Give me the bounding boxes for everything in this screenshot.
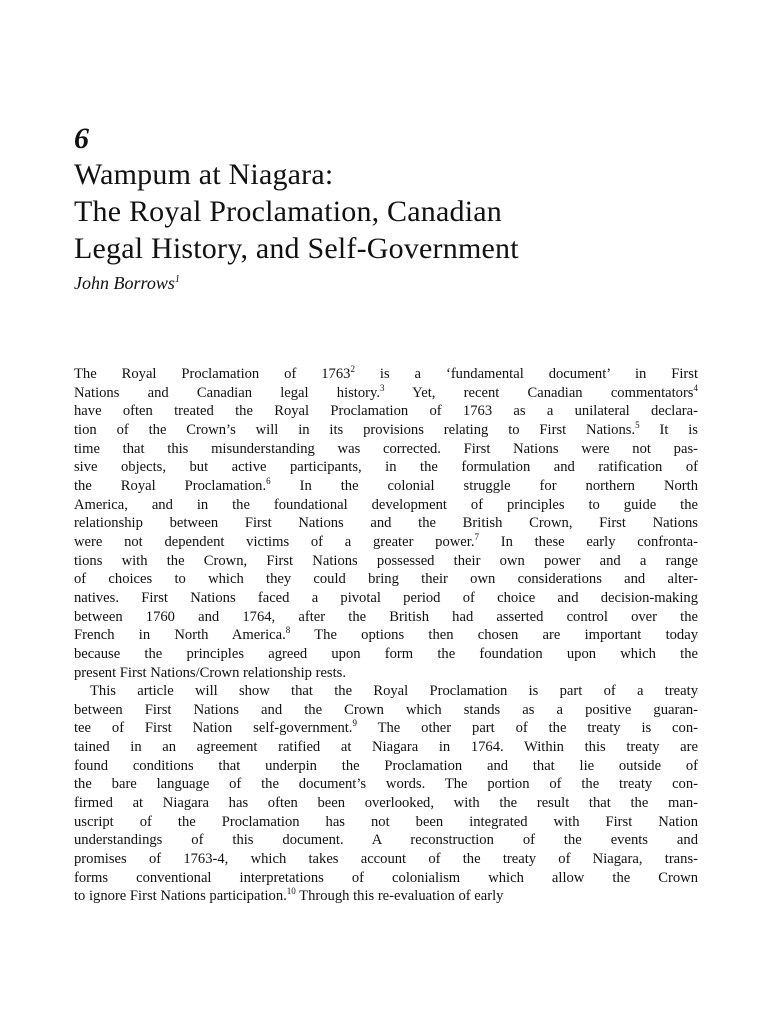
text-line: to ignore First Nations participation.$^{10}$ Through this re-evaluation of early	[74, 886, 504, 905]
footnote-marker[interactable]: 5	[635, 420, 640, 431]
text-line: because the principles agreed upon form the foundation upon which the	[74, 645, 698, 662]
footnote-marker[interactable]: 10	[286, 886, 296, 897]
text-line: between First Nations and the Crown which stands as a positive guaran-	[74, 701, 698, 718]
text-line: time that this misunderstanding was corrected. First Nations were not pas-	[74, 440, 698, 457]
text-line: tions with the Crown, First Nations possessed their own power and a range	[74, 552, 698, 569]
footnote-marker[interactable]: 7	[474, 532, 479, 543]
text-line: forms conventional interpretations of colonialism which allow the Crown	[74, 869, 698, 886]
text-line: sive objects, but active participants, in the formulation and ratification of	[74, 459, 698, 476]
author-name-text: John Borrows	[74, 273, 175, 293]
text-line: tained in an agreement ratified at Niagara in 1764. Within this treaty are	[74, 739, 698, 756]
text-line: between 1760 and 1764, after the British had asserted control over the	[74, 608, 698, 625]
text-line: relationship between First Nations and the British Crown, First Nations	[74, 515, 698, 532]
footnote-marker[interactable]: 9	[352, 718, 357, 729]
paragraph	[74, 365, 698, 682]
author-name	[74, 272, 698, 294]
footnote-marker[interactable]: 3	[380, 382, 385, 393]
text-line: tee of First Nation self-government.$^9$ The other part of the treaty is con-	[74, 718, 698, 737]
text-line: America, and in the foundational development of principles to guide the	[74, 496, 698, 513]
text-line: Nations and Canadian legal history.$^3$ Yet, recent Canadian commentators$^4$	[74, 382, 698, 401]
text-line: tion of the Crown’s will in its provisions relating to First Nations.$^5$ It is	[74, 420, 698, 438]
footnote-marker[interactable]: 2	[350, 364, 355, 375]
paragraph	[74, 682, 698, 906]
text-line: have often treated the Royal Proclamation of 1763 as a unilateral declara-	[74, 403, 698, 420]
footnote-marker[interactable]: 6	[266, 476, 271, 487]
text-line: found conditions that underpin the Proclamation and that lie outside of	[74, 757, 698, 774]
text-line: promises of 1763-4, which takes account of the treaty of Niagara, trans-	[74, 851, 698, 868]
chapter-title	[74, 156, 698, 267]
author-footnote-marker: 1	[174, 274, 180, 285]
chapter-number: 6	[74, 122, 89, 155]
text-line: were not dependent victims of a greater power.$^7$ In these early confronta-	[74, 532, 698, 550]
footnote-marker[interactable]: 4	[693, 382, 698, 393]
footnote-marker[interactable]: 8	[285, 625, 291, 636]
text-line: the Royal Proclamation.$^6$ In the colonial struggle for northern North	[74, 476, 698, 494]
text-line: firmed at Niagara has often been overlooked, with the result that the man-	[74, 795, 698, 812]
article-body	[74, 365, 698, 906]
text-line: present First Nations/Crown relationship rests.	[74, 664, 346, 681]
text-line: uscript of the Proclamation has not been integrated with First Nation	[74, 813, 698, 830]
chapter-header	[74, 124, 698, 294]
text-line: The Royal Proclamation of 1763$^2$ is a ‘fundamental document’ in First	[74, 364, 699, 382]
text-line: natives. First Nations faced a pivotal period of choice and decision-making	[74, 589, 698, 606]
text-line: the bare language of the document’s words. The portion of the treaty con-	[74, 776, 698, 793]
text-line: This article will show that the Royal Proclamation is part of a treaty	[90, 683, 698, 700]
chapter-title-line: Legal History, and Self-Government	[74, 232, 519, 265]
chapter-title-line: Wampum at Niagara:	[74, 158, 334, 191]
text-line: of choices to which they could bring their own considerations and alter-	[74, 571, 698, 588]
chapter-title-line: The Royal Proclamation, Canadian	[74, 195, 502, 228]
text-line: understandings of this document. A reconstruction of the events and	[74, 832, 698, 849]
text-line: French in North America.$^8$ The options then chosen are important today	[74, 625, 698, 644]
